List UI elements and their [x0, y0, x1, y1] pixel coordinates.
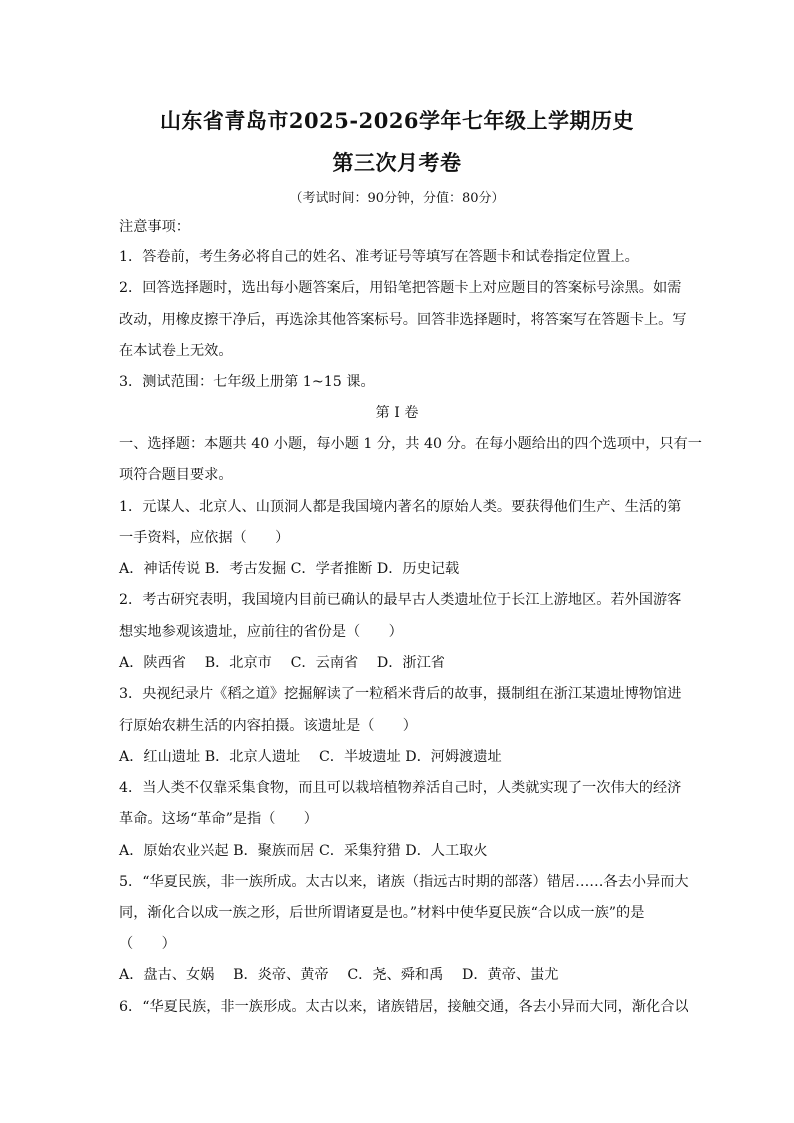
q5-line-2: 同，渐化合以成一族之形，后世所谓诸夏是也。”材料中使华夏民族“合以成一族”的是 [119, 905, 645, 921]
q5-options: A．盘古、女娲 B．炎帝、黄帝 C．尧、舜和禹 D．黄帝、蚩尤 [119, 967, 559, 983]
q2-line-2: 想实地参观该遗址，应前往的省份是（ ） [119, 624, 403, 640]
exam-title: 山东省青岛市2025-2026学年七年级上学期历史 [159, 108, 635, 133]
q5-line-3: （ ） [119, 936, 176, 952]
exam-subtitle: 第三次月考卷 [332, 150, 462, 175]
section-intro-line-2: 项符合题目要求。 [119, 467, 233, 483]
q5-line-1: 5．“华夏民族，非一族所成。太古以来，诸族（指远古时期的部落）错居……各去小异而大 [119, 874, 689, 890]
q2-options: A．陕西省 B．北京市 C．云南省 D．浙江省 [119, 655, 445, 671]
q3-line-2: 行原始农耕生活的内容拍摄。该遗址是（ ） [119, 718, 417, 734]
note-3: 3．测试范围：七年级上册第 1~15 课。 [119, 374, 375, 390]
q4-options: A．原始农业兴起 B．聚族而居 C．采集狩猎 D．人工取火 [119, 843, 488, 859]
note-2-line-2: 改动，用橡皮擦干净后，再选涂其他答案标号。回答非选择题时，将答案写在答题卡上。写 [119, 312, 687, 328]
note-1: 1．答卷前，考生务必将自己的姓名、准考证号等填写在答题卡和试卷指定位置上。 [119, 249, 639, 265]
q3-line-1: 3．央视纪录片《稻之道》挖掘解读了一粒稻米背后的故事，摄制组在浙江某遗址博物馆进 [119, 686, 682, 702]
q4-line-2: 革命。这场“革命”是指（ ） [119, 811, 318, 827]
q1-options: A．神话传说 B．考古发掘 C．学者推断 D．历史记载 [119, 561, 460, 577]
note-2-line-3: 在本试卷上无效。 [119, 343, 233, 359]
section-label: 第 I 卷 [375, 405, 419, 421]
q3-options: A．红山遗址 B．北京人遗址 C．半坡遗址 D．河姆渡遗址 [119, 749, 502, 765]
q2-line-1: 2．考古研究表明，我国境内目前已确认的最早古人类遗址位于长江上游地区。若外国游客 [119, 592, 682, 608]
note-2-line-1: 2．回答选择题时，选出每小题答案后，用铅笔把答题卡上对应题目的答案标号涂黑。如需 [119, 280, 682, 296]
section-intro-line-1: 一、选择题：本题共 40 小题，每小题 1 分，共 40 分。在每小题给出的四个选项中，只有一 [119, 436, 702, 452]
q1-line-1: 1．元谋人、北京人、山顶洞人都是我国境内著名的原始人类。要获得他们生产、生活的第 [119, 499, 682, 515]
exam-info: （考试时间：90分钟，分值：80分） [289, 191, 505, 206]
q4-line-1: 4．当人类不仅靠采集食物，而且可以栽培植物养活自己时，人类就实现了一次伟大的经济 [119, 780, 682, 796]
q6-line-1: 6．“华夏民族，非一族形成。太古以来，诸族错居，接触交通，各去小异而大同，渐化合以 [119, 999, 689, 1015]
notes-heading: 注意事项： [119, 219, 190, 235]
q1-line-2: 一手资料，应依据（ ） [119, 530, 290, 546]
